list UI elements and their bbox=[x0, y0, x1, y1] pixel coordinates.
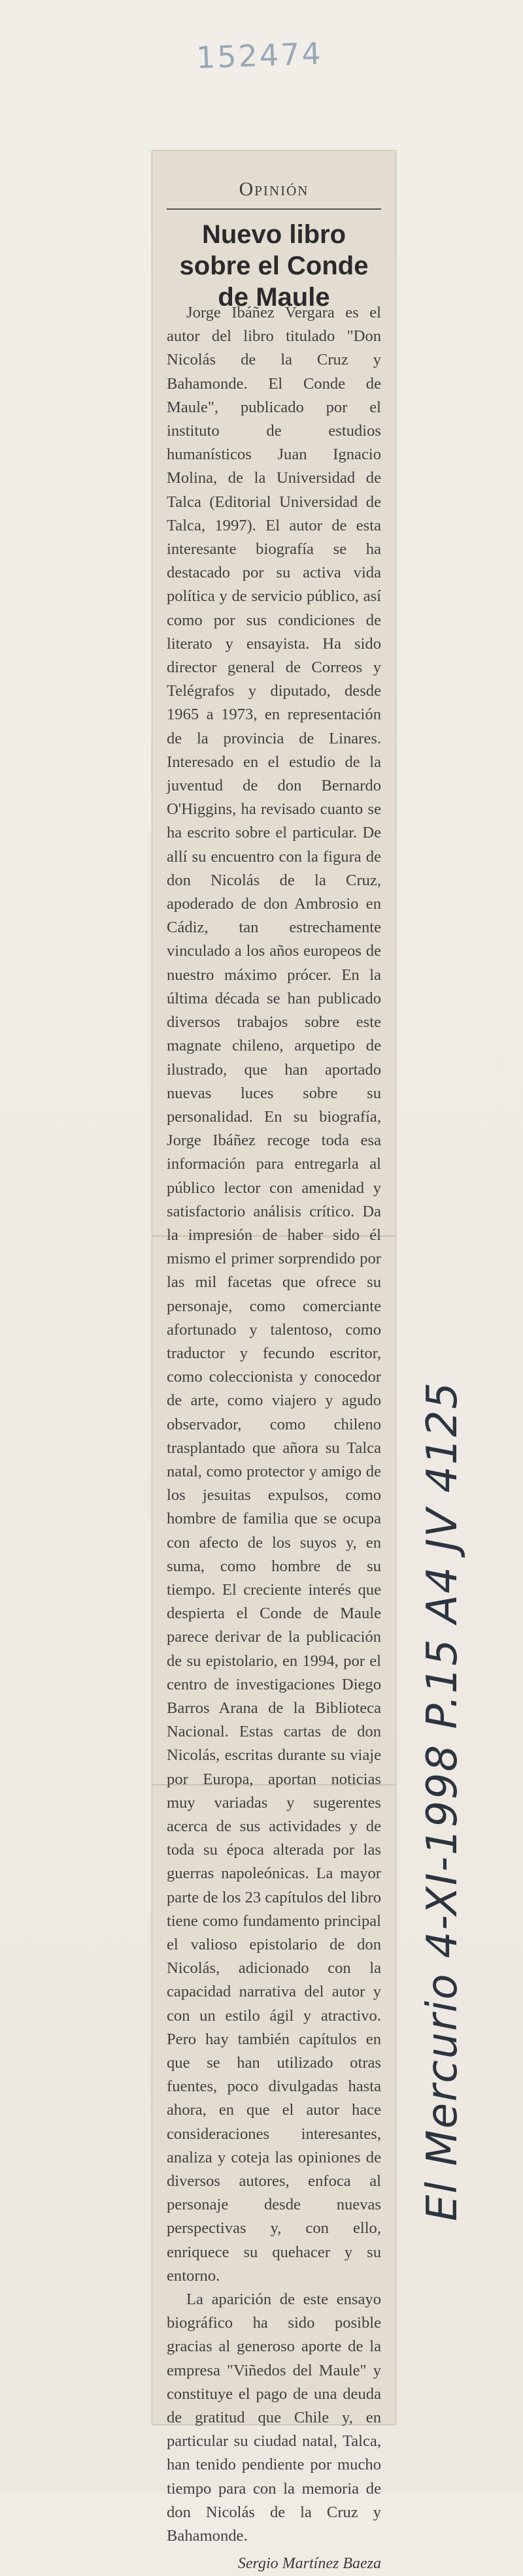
newspaper-clipping bbox=[152, 150, 396, 2573]
article-paragraph: Jorge Ibáñez Vergara es el autor del libro titulado "Don Nicolás de la Cruz y Bahamonde. El Conde de Maule", publicado por el instituto de estudios humanísticos Juan Ignacio Molina, de la Universidad de Talca (Editorial Universidad de Talca, 1997). El autor de esta interesante biografía se ha destacado por su activa vida política y de servicio público, así como por sus condiciones de literato y ensayista. Ha sido director general de Correos y Telégrafos y diputado, desde 1965 a 1973, en representación de la provincia de Linares. Interesado en el estudio de la juventud de don Bernardo O'Higgins, ha revisado cuanto se ha escrito sobre el particular. De allí su encuentro con la figura de don Nicolás de la Cruz, apoderado de don Ambrosio en Cádiz, tan estrechamente vinculado a los años europeos de nuestro máximo prócer. En la última década se han publicado diversos trabajos sobre este magnate chileno, arquetipo de ilustrado, que han aportado nuevas luces sobre su personalidad. En su biografía, Jorge Ibáñez recoge toda esa información para entregarla al público lector con amenidad y satisfactorio análisis crítico. Da la impresión de haber sido él mismo el primer sorprendido por las mil facetas que ofrece su personaje, como comerciante afortunado y talentoso, como traductor y fecundo escritor, como coleccionista y conocedor de arte, como viajero y agudo observador, como chileno trasplantado que añora su Talca natal, como protector y amigo de los jesuitas expulsos, como hombre de familia que se ocupa con afecto de los suyos y, en suma, como hombre de su tiempo. El creciente interés que despierta el Conde de Maule parece derivar de la publicación de su epistolario, en 1994, por el centro de investigaciones Diego Barros Arana de la Biblioteca Nacional. Estas cartas de don Nicolás, escritas durante su viaje por Europa, aportan noticias muy variadas y sugerentes acerca de sus actividades y de toda su época alterada por las guerras napoleónicas. La mayor parte de los 23 capítulos del libro tiene como fundamento principal el valioso epistolario de don Nicolás, adicionado con la capacidad narrativa del autor y con un estilo ágil y atractivo. Pero hay también capítulos en que se han utilizado otras fuentes, poco divulgadas hasta ahora, en que el autor hace consideraciones interesantes, analiza y coteja las opiniones de diversos autores, enfoca al personaje desde nuevas perspectivas y, con ello, enriquece su quehacer y su entorno. bbox=[167, 304, 381, 2285]
handwritten-annotation: El Mercurio 4-XI-1998 P.15 A4 JV 4125 bbox=[418, 1381, 467, 2221]
section-label: Opinión bbox=[239, 178, 309, 200]
section-rule bbox=[167, 208, 381, 210]
archive-code: 152474 bbox=[195, 35, 324, 76]
article-paragraph: La aparición de este ensayo biográfico ha sido posible gracias al generoso aporte de la empresa "Viñedos del Maule" y constituye el pago de una deuda de gratitud que Chile y, en particular su ciudad natal, Talca, han tenido pendiente por mucho tiempo para con la memoria de don Nicolás de la Cruz y Bahamonde. bbox=[167, 2291, 381, 2545]
article-body bbox=[167, 301, 381, 2576]
headline: Nuevo libro sobre el Conde de Maule bbox=[179, 220, 369, 312]
author-signature: Sergio Martínez Baeza bbox=[237, 2555, 381, 2573]
